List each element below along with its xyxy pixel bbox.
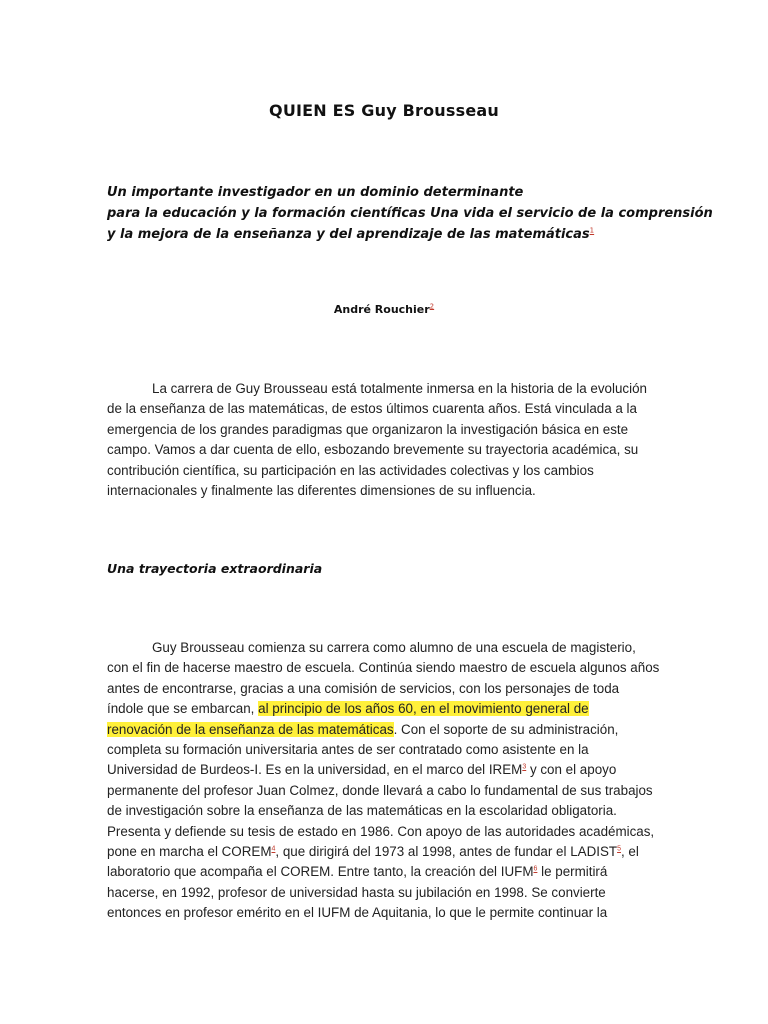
footnote-link-3[interactable]: 3 <box>522 763 527 771</box>
text-span: y con el apoyo <box>526 762 617 778</box>
text-span: índole que se embarcan, <box>107 701 259 717</box>
highlighted-text: renovación de la enseñanza de las matemáticas <box>107 721 394 737</box>
paragraph-line: Presenta y defiende su tesis de estado en 1986. Con apoyo de las autoridades académicas, <box>107 823 655 839</box>
paragraph-line: entonces en profesor emérito en el IUFM de Aquitania, lo que le permite continuar la <box>107 905 608 921</box>
subtitle-line-3-text: y la mejora de la enseñanza y del aprendizaje de las matemáticas <box>107 227 590 242</box>
paragraph-line <box>107 760 627 780</box>
text-span: pone en marcha el COREM <box>107 844 272 860</box>
paragraph-line: de investigación sobre la enseñanza de las matemáticas en la escolaridad obligatoria. <box>107 803 617 819</box>
paragraph-line <box>107 862 627 882</box>
paragraph-line <box>107 720 627 740</box>
paragraph-line: con el fin de hacerse maestro de escuela. Continúa siendo maestro de escuela algunos años <box>107 660 660 676</box>
paragraph-line: completa su formación universitaria antes de ser contratado como asistente en la <box>107 742 589 758</box>
highlighted-text: al principio de los años 60, en el movimiento general de <box>258 701 589 717</box>
section-heading: Una trayectoria extraordinaria <box>107 561 323 576</box>
paragraph-line: Guy Brousseau comienza su carrera como alumno de una escuela de magisterio, <box>152 640 636 655</box>
subtitle-line-1: Un importante investigador en un dominio determinante <box>107 185 524 200</box>
text-span: Universidad de Burdeos-I. Es en la universidad, en el marco del IREM <box>107 762 523 778</box>
paragraph-line: campo. Vamos a dar cuenta de ello, esbozando brevemente su trayectoria académica, su <box>107 442 639 458</box>
author <box>0 303 768 316</box>
text-span: le permitirá <box>537 864 608 880</box>
text-span: , que dirigirá del 1973 al 1998, antes de fundar el LADIST <box>275 844 618 860</box>
text-span: laboratorio que acompaña el COREM. Entre tanto, la creación del IUFM <box>107 864 534 880</box>
footnote-link-5[interactable]: 5 <box>617 845 621 853</box>
intro-paragraph <box>107 379 647 501</box>
author-name: André Rouchier <box>333 303 430 316</box>
paragraph-line: permanente del profesor Juan Colmez, donde llevará a cabo lo fundamental de sus trabajos <box>107 782 653 798</box>
subtitle <box>107 182 713 245</box>
paragraph-line: contribución científica, su participación en las actividades colectivas y los cambios <box>107 462 594 478</box>
paragraph-line: antes de encontrarse, gracias a una comisión de servicios, con los personajes de toda <box>107 680 620 696</box>
paragraph-line: internacionales y finalmente las diferentes dimensiones de su influencia. <box>107 483 536 499</box>
career-paragraph <box>107 638 660 924</box>
text-span: . Con el soporte de su administración, <box>393 721 619 737</box>
paragraph-line: emergencia de los grandes paradigmas que organizaron la investigación básica en este <box>107 421 629 437</box>
text-span: , el <box>620 844 639 860</box>
document-title: QUIEN ES Guy Brousseau <box>269 101 499 120</box>
paragraph-line: hacerse, en 1992, profesor de universidad hasta su jubilación en 1998. Se convierte <box>107 884 606 900</box>
footnote-link-1[interactable]: 1 <box>589 226 595 235</box>
footnote-link-6[interactable]: 6 <box>533 866 538 873</box>
paragraph-line: La carrera de Guy Brousseau está totalmente inmersa en la historia de la evolución <box>152 381 647 396</box>
paragraph-line <box>107 699 627 719</box>
subtitle-line-3 <box>107 224 667 245</box>
footnote-link-4[interactable]: 4 <box>271 845 276 853</box>
footnote-link-2[interactable]: 2 <box>429 302 435 311</box>
paragraph-line: de la enseñanza de las matemáticas, de estos últimos cuarenta años. Está vinculada a la <box>107 401 637 417</box>
subtitle-line-2: para la educación y la formación científicas Una vida el servicio de la comprensión <box>107 206 713 221</box>
paragraph-line <box>107 842 639 862</box>
